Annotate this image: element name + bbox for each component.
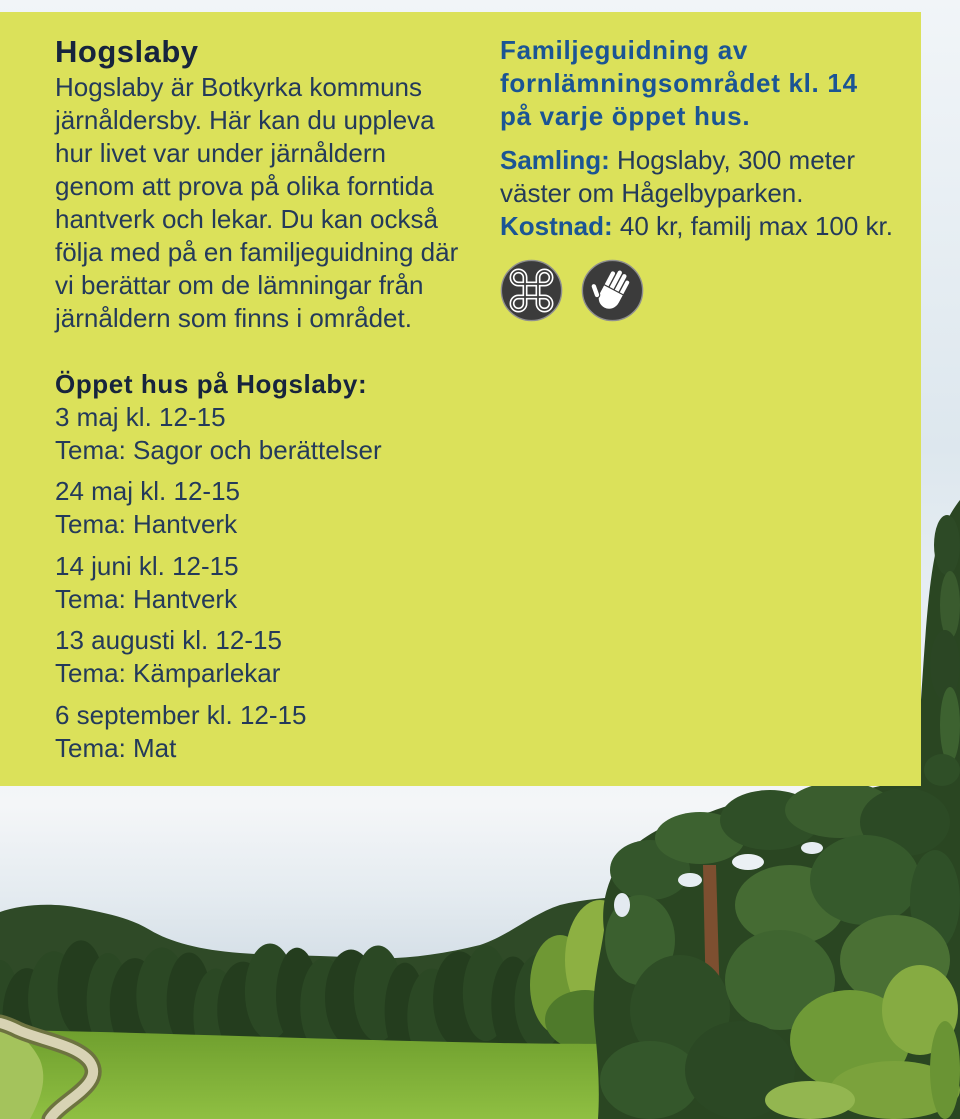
open-house-heading: Öppet hus på Hogslaby:: [55, 368, 368, 399]
event-date: 24 maj kl. 12-15: [55, 476, 240, 506]
leafy-tree-crown: [930, 1021, 960, 1119]
intro-line: följa med på en familjeguidning där: [55, 237, 459, 267]
sky-gap: [801, 842, 823, 854]
sky-gap: [614, 893, 630, 917]
event-date: 3 maj kl. 12-15: [55, 401, 226, 432]
intro-line: genom att prova på olika forntida: [55, 171, 434, 201]
guided-tour-heading-line: på varje öppet hus.: [500, 101, 751, 131]
leafy-tree-crown: [765, 1081, 855, 1119]
pine-branch-clump: [940, 687, 960, 763]
icon-badge: [501, 260, 561, 320]
pine-branch-clump: [934, 515, 960, 575]
place-of-interest-icon: [500, 259, 563, 322]
guided-tour-details: [500, 144, 893, 243]
sky-gap: [732, 854, 764, 870]
pine-branch-clump: [600, 1041, 700, 1119]
pine-branch-clump: [810, 835, 920, 925]
cost: [500, 210, 893, 243]
event-item: [55, 401, 382, 467]
guided-tour-section: [500, 34, 893, 322]
meeting-point-continued: väster om Hågelbyparken.: [500, 177, 804, 208]
info-panel: [0, 12, 921, 786]
event-item: [55, 475, 382, 541]
sky-gap: [678, 873, 702, 887]
meeting-point-value: Hogslaby, 300 meter: [617, 144, 856, 175]
event-theme: Tema: Hantverk: [55, 509, 238, 539]
cost-label: Kostnad:: [500, 210, 613, 241]
cost-value: 40 kr, familj max 100 kr.: [619, 210, 894, 241]
guided-tour-heading-line: fornlämningsområdet kl. 14: [500, 68, 858, 98]
event-theme: Tema: Mat: [55, 732, 177, 763]
intro-paragraph: [55, 71, 458, 335]
accessibility-icons: [500, 259, 893, 322]
guided-tour-heading-line: Familjeguidning av: [500, 35, 749, 65]
event-date: 6 september kl. 12-15: [55, 699, 307, 730]
pine-branch-clump: [930, 630, 960, 700]
event-theme: Tema: Kämparlekar: [55, 658, 281, 688]
intro-line: järnåldersby. Här kan du uppleva: [55, 105, 435, 135]
guided-tour-heading: [500, 34, 893, 133]
event-date: 14 juni kl. 12-15: [55, 550, 239, 581]
intro-line: järnåldern som finns i området.: [55, 303, 412, 333]
hand-icon: [581, 259, 644, 322]
event-date: 13 augusti kl. 12-15: [55, 625, 282, 655]
intro-line: hur livet var under järnåldern: [55, 138, 386, 168]
pine-branch-clump: [924, 754, 960, 786]
open-house-schedule: [55, 368, 382, 774]
event-item: [55, 624, 382, 690]
meeting-point: [500, 144, 893, 177]
intro-section: [55, 34, 458, 335]
page-title: Hogslaby: [55, 34, 199, 69]
event-theme: Tema: Hantverk: [55, 583, 238, 614]
event-item: [55, 699, 382, 765]
intro-line: Hogslaby är Botkyrka kommuns: [55, 72, 423, 102]
event-theme: Tema: Sagor och berättelser: [55, 434, 382, 465]
intro-line: hantverk och lekar. Du kan också: [55, 204, 438, 234]
event-item: [55, 550, 382, 616]
meeting-point-label: Samling:: [500, 144, 610, 175]
intro-line: vi berättar om de lämningar från: [55, 270, 424, 300]
pine-branch-clump: [940, 571, 960, 639]
